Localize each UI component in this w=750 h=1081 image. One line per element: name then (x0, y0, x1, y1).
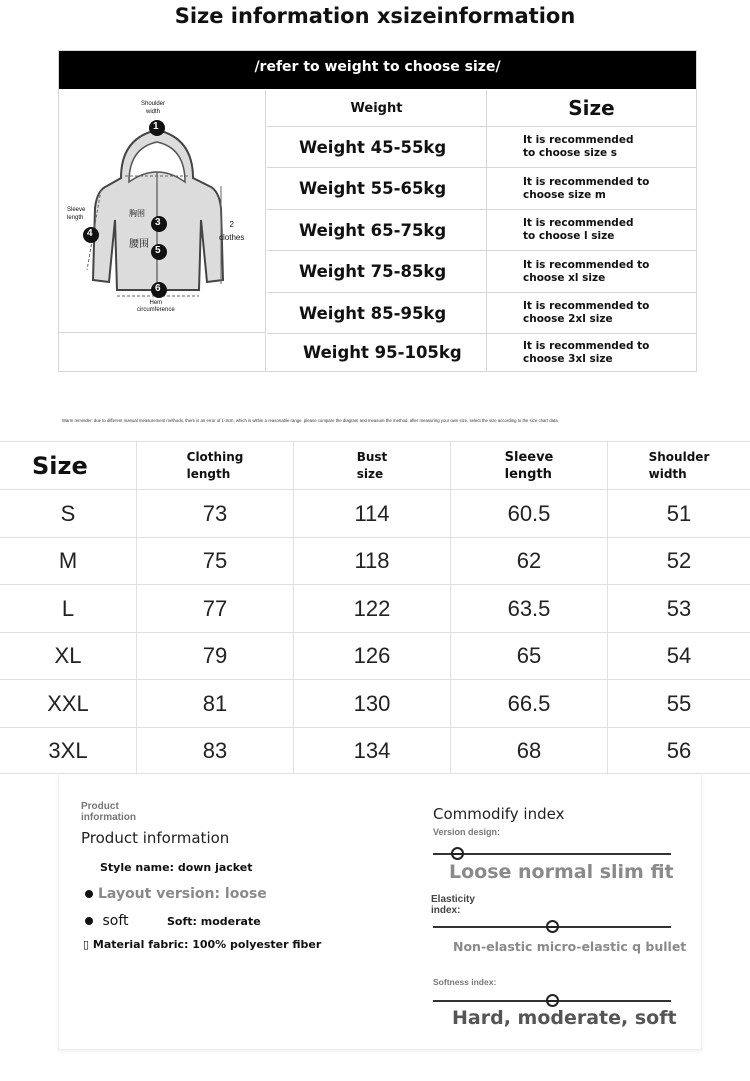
soft-value: Soft: moderate (167, 915, 261, 928)
waist-label: 腰围 (129, 239, 149, 250)
marker-4: 4 (87, 228, 93, 239)
page-title: Size information xsizeinformation (174, 4, 576, 28)
version-slider (433, 853, 671, 855)
elasticity-slider-knob (546, 920, 559, 933)
shoulder-width-cell: 56 (666, 737, 692, 763)
size-table-header (0, 441, 750, 489)
weight-row-3: Weight 65-75kg (267, 210, 487, 251)
shoulder-width-cell: 55 (666, 690, 692, 716)
sleeve-length-cell: 68 (451, 728, 608, 773)
rec-row-4: It is recommended to choose xl size (487, 251, 696, 293)
size-cell: L (0, 585, 137, 632)
rec-row-3: It is recommended to choose l size (487, 210, 696, 251)
rec-row-1: It is recommended to choose size s (487, 127, 696, 168)
softness-slider-knob (546, 994, 559, 1007)
commodity-heading: Commodify index (433, 805, 565, 823)
rec-row-6: It is recommended to choose 3xl size (523, 339, 650, 365)
shoulder-width-cell: 52 (666, 548, 692, 573)
jacket-diagram-svg (59, 90, 265, 333)
sleeve-length-cell: 63.5 (451, 585, 608, 632)
version-scale: Loose normal slim fit (449, 861, 674, 883)
table-row (0, 679, 750, 727)
sleeve-length-cell: 65 (451, 633, 608, 679)
sleeve-length-header: Sleeve length (451, 442, 608, 489)
size-cell: XXL (0, 680, 137, 727)
marker-6: 6 (155, 283, 161, 294)
weight-row-1: Weight 45-55kg (267, 127, 487, 168)
sleeve-label: Sleeve length (67, 207, 86, 221)
weight-blank-cell (59, 334, 266, 371)
shoulder-width-cell: 53 (666, 595, 692, 621)
weight-row-2: Weight 55-65kg (267, 168, 487, 210)
hem-label: Hem circumference (137, 300, 175, 313)
chest-label: 胸围 (129, 209, 145, 218)
product-info-heading: Product information (81, 829, 230, 847)
layout-version: Layout version: loose (85, 886, 267, 902)
table-row (0, 537, 750, 584)
table-row (0, 632, 750, 679)
softness-scale: Hard, moderate, soft (452, 1007, 677, 1029)
table-row (0, 584, 750, 632)
shoulder-width-header: Shoulder width (648, 449, 710, 481)
size-cell: M (0, 538, 137, 584)
size-cell: S (0, 490, 137, 537)
sleeve-length-cell: 62 (451, 538, 608, 584)
elasticity-scale: Non-elastic micro-elastic q bullet (453, 939, 687, 954)
clothing-length-cell: 81 (137, 680, 294, 727)
version-design-label: Version design: (433, 827, 501, 837)
bust-size-cell: 134 (294, 728, 451, 773)
style-name: Style name: down jacket (100, 861, 253, 874)
shoulder-width-cell: 51 (666, 500, 692, 526)
warm-reminder: Warm reminder: due to different manual measurement methods, there is an error of 1-3cm, which is within a reasonable range. please compare the diagram and measure the method. after measuring your own size, select the size according to the size chart data (62, 418, 558, 423)
bullet-icon (85, 917, 93, 925)
clothes-label: 2 clothes (219, 220, 245, 242)
clothing-length-cell: 73 (137, 490, 294, 537)
bust-size-cell: 118 (294, 538, 451, 584)
bust-size-cell: 122 (294, 585, 451, 632)
clothing-length-cell: 83 (137, 728, 294, 773)
clothing-length-header: Clothing length (137, 442, 294, 489)
shoulder-label: Shoulder width (141, 101, 166, 115)
product-panel (58, 775, 702, 1050)
marker-3: 3 (155, 217, 161, 228)
size-column-header: Size (0, 442, 137, 489)
weight-row-4: Weight 75-85kg (267, 251, 487, 293)
bust-size-cell: 126 (294, 633, 451, 679)
soft-label: soft (85, 913, 128, 929)
bust-size-cell: 130 (294, 680, 451, 727)
jacket-diagram (59, 90, 266, 333)
marker-5: 5 (155, 245, 161, 256)
rec-row-2: It is recommended to choose size m (487, 168, 696, 210)
version-slider-knob (451, 847, 464, 860)
weight-row-6: Weight 95-105kg (267, 334, 487, 371)
sleeve-length-cell: 60.5 (451, 490, 608, 537)
weight-banner: /refer to weight to choose size/ (59, 51, 696, 89)
sleeve-length-cell: 66.5 (451, 680, 608, 727)
elasticity-label: Elasticity index: (431, 894, 475, 916)
elasticity-slider (433, 926, 671, 928)
bust-size-cell: 114 (294, 490, 451, 537)
bust-size-header: Bust size (294, 442, 451, 489)
table-row (0, 727, 750, 774)
weight-header: Weight (267, 90, 487, 127)
weight-row-5: Weight 85-95kg (267, 293, 487, 334)
clothing-length-cell: 79 (137, 633, 294, 679)
bullet-icon (85, 890, 93, 898)
softness-label: Softness index: (433, 977, 497, 987)
size-cell: 3XL (0, 728, 137, 773)
marker-1: 1 (153, 121, 159, 132)
shoulder-width-cell: 54 (666, 643, 692, 668)
size-cell: XL (0, 633, 137, 679)
softness-slider (433, 1000, 671, 1002)
product-info-small: Product information (81, 801, 136, 823)
clothing-length-cell: 77 (137, 585, 294, 632)
table-row (0, 489, 750, 537)
clothing-length-cell: 75 (137, 538, 294, 584)
weight-table (58, 50, 697, 372)
material-fabric: ▯ Material fabric: 100% polyester fiber (83, 938, 322, 951)
rec-row-5: It is recommended to choose 2xl size (487, 293, 696, 334)
size-header: Size (487, 90, 696, 127)
